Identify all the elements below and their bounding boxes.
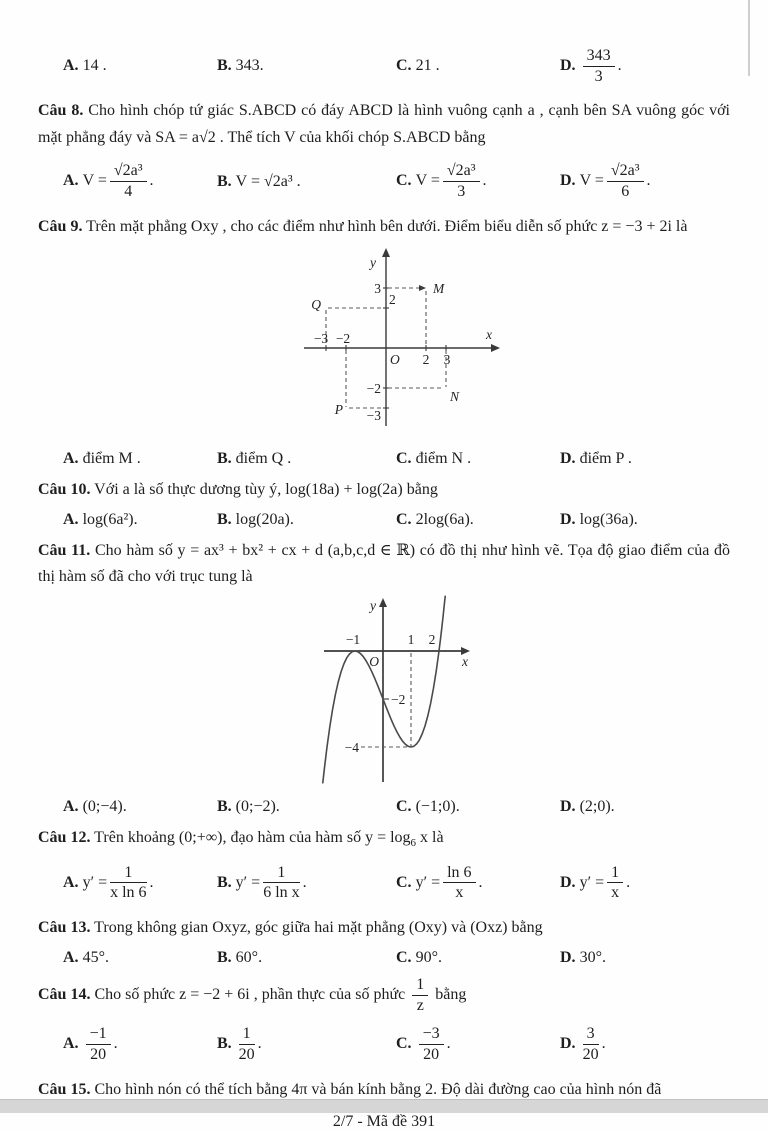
xtick-m2: −2 [335,330,350,346]
fraction: $\frac{1}{\text{x ln 6}}$ [110,863,147,902]
option-d: D. log(36a). [560,510,638,528]
fraction: $\frac{\ln 6}{x}$ [443,864,475,903]
fraction: $\frac{\text{√2a³}}{6}$ [607,162,644,201]
ytick-m4: −4 [344,740,359,756]
xtick-1: 1 [407,632,415,648]
option-c: C. 2log(6a). [396,510,474,528]
option-a: A. y′ = $\frac{1}{\text{x ln 6}}$ . [63,863,154,902]
fraction: $\frac{\text{√2a³}}{3}$ [443,162,480,201]
option-b: B. 343. [217,57,264,74]
option-c: C. 21 . [396,57,440,74]
q12-options-row [63,857,730,909]
scan-edge-artifact [748,0,750,76]
ytick-m2: −2 [366,380,381,396]
option-d: D. $\frac{343}{3}$ . [560,46,622,85]
y-axis-label: y [369,254,376,270]
ytick-m3: −3 [366,407,381,423]
xtick-2: 2 [428,632,436,648]
xtick-m3: −3 [313,330,328,346]
fraction: $\frac{343}{3}$ [583,47,615,86]
q9-graph-figure [38,243,730,443]
fraction: $\frac{1}{20}$ [238,1025,255,1064]
q10-text: Câu 10. Với a là số thực dương tùy ý, log(18a) + log(2a) bằng [38,480,438,498]
option-b: B. điểm Q . [217,449,292,467]
option-a: A. 14 . [63,57,107,74]
x-axis-arrow [491,344,500,352]
q9-text: Câu 9. Trên mặt phẳng Oxy , cho các điểm như hình bên dưới. Điểm biểu diễn số phức z = −3 + 2i là [38,217,688,235]
complex-plane-graph [286,243,511,438]
fraction: $\frac{1}{x}$ [607,864,623,903]
xtick-3: 3 [443,351,450,367]
q14-options-row [63,1019,730,1071]
dash-arrow-to-M [419,285,426,291]
cubic-function-graph [316,593,474,786]
fraction: $\frac{-3}{20}$ [419,1025,444,1064]
point-P-label: P [334,401,343,417]
option-d: D. (2;0). [560,798,615,816]
fraction: $\frac{1}{z}$ [412,976,428,1015]
option-d: D. V = $\frac{\text{√2a³}}{6}$ . [560,162,651,201]
x-axis-label: x [462,654,468,670]
point-N-label: N [449,388,459,404]
q15-text: Câu 15. Cho hình nón có thể tích bằng 4π và bán kính bằng 2. Độ dài đường cao của hình nón đã [38,1080,662,1098]
option-b: B. log(20a). [217,510,294,528]
page-footer: 2/7 - Mã đề 391 [332,1113,436,1131]
option-b: B. y′ = $\frac{1}{\text{6 ln x}}$ . [217,863,307,902]
y-axis-label: y [370,598,376,614]
option-d: D. $\frac{3}{20}$ . [560,1025,606,1064]
option-a: A. 45°. [63,948,109,966]
option-b: B. $\frac{1}{20}$ . [217,1025,262,1064]
option-a: A. log(6a²). [63,510,138,528]
option-b: B. (0;−2). [217,798,280,816]
q11-graph-figure [38,593,730,791]
option-c: C. 90°. [396,948,442,966]
option-a: A. (0;−4). [63,798,127,816]
option-c: C. điểm N . [396,449,472,467]
q13-options-row [63,949,730,967]
origin-label: O [369,654,379,670]
fraction: $\frac{1}{\text{6 ln x}}$ [263,863,300,902]
q9-options-row [63,450,730,468]
y-axis-arrow [382,248,390,257]
q13-text: Câu 13. Trong không gian Oxyz, góc giữa hai mặt phẳng (Oxy) và (Oxz) bằng [38,918,543,936]
scan-bottom-bar [0,1099,768,1113]
option-a: A. điểm M . [63,449,141,467]
origin-label: O [389,351,400,367]
ytick-3: 3 [373,280,381,296]
option-c: C. $\frac{-3}{20}$ . [396,1025,451,1064]
x-axis-label: x [485,326,492,342]
option-c: C. y′ = $\frac{\ln 6}{x}$ . [396,863,483,902]
option-d: D. điểm P . [560,449,632,467]
option-a: A. $\frac{-1}{20}$ . [63,1025,118,1064]
log-base-subscript: 6 [410,837,417,850]
option-d: D. y′ = $\frac{1}{x}$ . [560,863,631,902]
q14-text: Câu 14. Cho số phức z = −2 + 6i , phần thực của số phức $\frac{1}{z}$ bằng [38,975,467,1014]
q10-options-row [63,511,730,529]
fraction: $\frac{3}{20}$ [582,1025,599,1064]
option-b: B. 60°. [217,948,263,966]
q12-text: Câu 12. Trên khoảng (0;+∞), đạo hàm của hàm số $y = \log_6 x$ là [38,829,444,850]
option-d: D. 30°. [560,948,606,966]
point-Q-label: Q [310,296,321,312]
fraction: $\frac{\text{√2a³}}{4}$ [110,162,147,201]
option-c: C. V = $\frac{\text{√2a³}}{3}$ . [396,162,487,201]
xtick-m1: −1 [345,632,361,648]
q8-options-row [63,156,730,208]
option-a: A. V = $\frac{\text{√2a³}}{4}$ . [63,162,154,201]
q11-options-row [63,798,730,816]
xtick-2: 2 [422,351,429,367]
point-M-label: M [432,280,444,296]
q11-text: Câu 11. Cho hàm số y = ax³ + bx² + cx + d (a,b,c,d ∈ ℝ) có đồ thị như hình vẽ. Tọa độ giao điểm của đồ thị hàm số đã cho với trục tung là [38,541,731,586]
option-c: C. (−1;0). [396,798,460,816]
q7-options-row [63,40,730,92]
ytick-2: 2 [388,291,396,307]
option-b: B. V = √2a³ . [217,172,301,190]
ytick-m2: −2 [391,692,406,708]
q8-text: Câu 8. Cho hình chóp tứ giác S.ABCD có đáy ABCD là hình vuông cạnh a , cạnh bên SA vuông góc với mặt phẳng đáy và SA = a√2 . Thể tích V của khối chóp S.ABCD bằng [38,102,730,146]
y-axis-arrow [379,598,387,607]
fraction: $\frac{-1}{20}$ [86,1025,111,1064]
